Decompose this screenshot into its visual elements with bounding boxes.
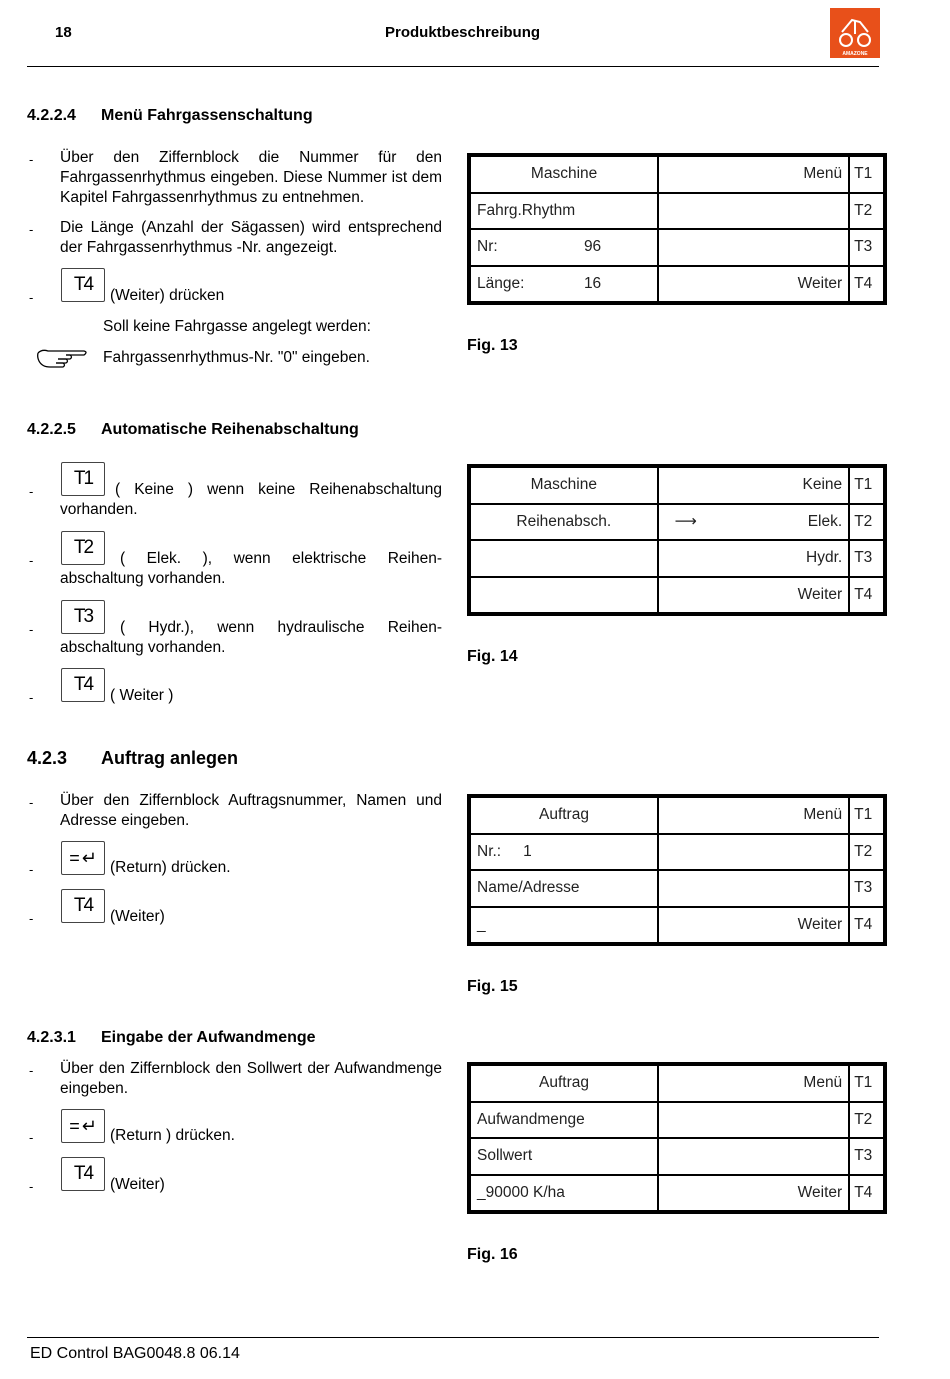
display-row bbox=[471, 194, 883, 229]
arrow-right-icon: ⟶ bbox=[674, 513, 697, 531]
s3-bullet-2: (Return) drücken. bbox=[110, 859, 231, 876]
display-row bbox=[471, 798, 883, 833]
display-label: Nr: bbox=[477, 238, 498, 256]
display-key-label: T3 bbox=[850, 871, 883, 906]
display-row bbox=[471, 835, 883, 870]
key-t4: T4 bbox=[61, 268, 105, 302]
section-heading-4224: 4.2.2.4 Menü Fahrgassenschaltung bbox=[27, 107, 313, 124]
display-cell: Maschine bbox=[471, 157, 657, 192]
s2-bullet-1a: ( Keine ) wenn keine Reihenabschaltung bbox=[115, 481, 442, 498]
figure-caption: Fig. 16 bbox=[467, 1246, 518, 1263]
s3-bullet-1: Über den Ziffernblock Auftragsnummer, Namen und Adresse eingeben. bbox=[60, 792, 442, 829]
section-heading-4225: 4.2.2.5 Automatische Reihenabschaltung bbox=[27, 421, 359, 438]
header-rule bbox=[27, 66, 879, 67]
bullet-dash: - bbox=[29, 622, 34, 637]
amazone-logo bbox=[830, 8, 880, 58]
display-cell bbox=[471, 541, 657, 576]
key-t4: T4 bbox=[61, 668, 105, 702]
key-t2: T2 bbox=[61, 531, 105, 565]
figure-caption: Fig. 13 bbox=[467, 337, 518, 354]
footer-rule bbox=[27, 1337, 879, 1338]
display-cell: Weiter bbox=[659, 578, 849, 613]
page-header-title: Produktbeschreibung bbox=[385, 24, 541, 41]
display-row bbox=[471, 468, 883, 503]
display-value: _90000 K/ha bbox=[471, 1176, 657, 1211]
key-t4: T4 bbox=[61, 1157, 105, 1191]
display-key-label: T1 bbox=[850, 1066, 883, 1101]
display-row bbox=[471, 1176, 883, 1211]
bullet-dash: - bbox=[29, 553, 34, 568]
s4-bullet-1: Über den Ziffernblock den Sollwert der Aufwandmenge eingeben. bbox=[60, 1060, 442, 1097]
figure-caption: Fig. 15 bbox=[467, 978, 518, 995]
s1-note-2: Fahrgassenrhythmus-Nr. "0" eingeben. bbox=[103, 349, 370, 366]
bullet-dash: - bbox=[29, 690, 34, 705]
s4-bullet-2: (Return ) drücken. bbox=[110, 1127, 235, 1144]
s3-bullet-3: (Weiter) bbox=[110, 908, 165, 925]
bullet-dash: - bbox=[29, 290, 34, 305]
display-cell: Keine bbox=[659, 468, 849, 503]
display-key-label: T2 bbox=[850, 1103, 883, 1138]
display-cell: Name/Adresse bbox=[471, 871, 657, 906]
display-row bbox=[471, 1139, 883, 1174]
s2-bullet-1b: vorhanden. bbox=[60, 501, 138, 518]
pointing-hand-icon bbox=[36, 343, 90, 378]
display-cell bbox=[659, 1103, 848, 1138]
section-heading-423: 4.2.3 Auftrag anlegen bbox=[27, 748, 239, 768]
display-key-label: T3 bbox=[850, 1139, 883, 1174]
display-row bbox=[471, 157, 883, 192]
display-cell: Reihenabsch. bbox=[471, 505, 657, 540]
display-cell: Weiter bbox=[659, 1176, 848, 1211]
display-key-label: T1 bbox=[850, 798, 883, 833]
bullet-dash: - bbox=[29, 795, 34, 810]
display-cell: Weiter bbox=[659, 267, 848, 302]
s1-note-1: Soll keine Fahrgasse angelegt werden: bbox=[103, 318, 371, 335]
display-cell: Sollwert bbox=[471, 1139, 657, 1174]
section-heading-4231: 4.2.3.1 Eingabe der Aufwandmenge bbox=[27, 1029, 316, 1046]
display-cell bbox=[659, 1139, 848, 1174]
display-key-label: T4 bbox=[850, 578, 883, 613]
s1-bullet-3: (Weiter) drücken bbox=[110, 287, 225, 304]
display-fig15 bbox=[467, 794, 887, 946]
display-key-label: T4 bbox=[850, 908, 883, 943]
display-key-label: T1 bbox=[850, 157, 883, 192]
display-cell: Fahrg.Rhythm bbox=[471, 194, 657, 229]
display-cell bbox=[659, 835, 848, 870]
display-row bbox=[471, 267, 883, 302]
display-cell bbox=[471, 578, 657, 613]
display-cell: Aufwandmenge bbox=[471, 1103, 657, 1138]
bullet-dash: - bbox=[29, 862, 34, 877]
display-key-label: T1 bbox=[850, 468, 883, 503]
display-label: Länge: bbox=[477, 274, 525, 292]
display-fig13 bbox=[467, 153, 887, 305]
s2-bullet-4: ( Weiter ) bbox=[110, 687, 174, 704]
display-cell: Hydr. bbox=[659, 541, 849, 576]
display-cell: Menü bbox=[659, 798, 848, 833]
bullet-dash: - bbox=[29, 484, 34, 499]
bullet-dash: - bbox=[29, 1063, 34, 1078]
bullet-dash: - bbox=[29, 222, 34, 237]
s1-bullet-2: Die Länge (Anzahl der Sägassen) wird entsprechend der Fahrgassenrhythmus -Nr. angezeigt. bbox=[60, 219, 442, 256]
key-t4: T4 bbox=[61, 889, 105, 923]
svg-text:AMAZONE: AMAZONE bbox=[842, 51, 868, 57]
figure-caption: Fig. 14 bbox=[467, 648, 518, 665]
display-cell bbox=[659, 194, 848, 229]
key-t1: T1 bbox=[61, 462, 105, 496]
display-value: 96 bbox=[583, 238, 602, 256]
return-key-icon: = ↵ bbox=[61, 1109, 105, 1143]
display-key-label: T3 bbox=[850, 230, 883, 265]
display-row bbox=[471, 505, 883, 540]
display-row bbox=[471, 908, 883, 943]
display-cell: Menü bbox=[659, 1066, 848, 1101]
display-cell: Auftrag bbox=[471, 1066, 657, 1101]
bullet-dash: - bbox=[29, 1179, 34, 1194]
bullet-dash: - bbox=[29, 152, 34, 167]
key-t3: T3 bbox=[61, 600, 105, 634]
display-cell: Maschine bbox=[471, 468, 657, 503]
display-key-label: T3 bbox=[850, 541, 883, 576]
display-row bbox=[471, 541, 883, 576]
s1-bullet-1: Über den Ziffernblock die Nummer für den Fahrgassenrhythmus eingeben. Diese Nummer ist dem Kapitel Fahrgassenrhythmus zu entnehmen. bbox=[60, 149, 442, 206]
display-key-label: T2 bbox=[850, 505, 883, 540]
return-key-icon: = ↵ bbox=[61, 841, 105, 875]
display-value: Elek. bbox=[807, 512, 843, 530]
display-fig16 bbox=[467, 1062, 887, 1214]
s2-bullet-3b: abschaltung vorhanden. bbox=[60, 639, 226, 656]
display-row bbox=[471, 1066, 883, 1101]
bullet-dash: - bbox=[29, 911, 34, 926]
display-row bbox=[471, 578, 883, 613]
display-cell: Weiter bbox=[659, 908, 848, 943]
display-value: 16 bbox=[583, 274, 602, 292]
display-fig14 bbox=[467, 464, 887, 616]
display-value: 1 bbox=[523, 842, 532, 860]
display-cell: Menü bbox=[659, 157, 848, 192]
display-cell: Auftrag bbox=[471, 798, 657, 833]
display-key-label: T4 bbox=[850, 1176, 883, 1211]
display-row bbox=[471, 1103, 883, 1138]
display-key-label: T4 bbox=[850, 267, 883, 302]
s2-bullet-2b: abschaltung vorhanden. bbox=[60, 570, 226, 587]
display-cell bbox=[659, 230, 848, 265]
s2-bullet-3a: ( Hydr.), wenn hydraulische Reihen- bbox=[120, 619, 442, 636]
display-cell bbox=[659, 871, 848, 906]
bullet-dash: - bbox=[29, 1130, 34, 1145]
display-row bbox=[471, 871, 883, 906]
display-row bbox=[471, 230, 883, 265]
footer-document-id: ED Control BAG0048.8 06.14 bbox=[30, 1345, 240, 1362]
display-cursor: _ bbox=[471, 908, 657, 943]
display-key-label: T2 bbox=[850, 835, 883, 870]
s2-bullet-2a: ( Elek. ), wenn elektrische Reihen- bbox=[120, 550, 442, 567]
display-key-label: T2 bbox=[850, 194, 883, 229]
s4-bullet-3: (Weiter) bbox=[110, 1176, 165, 1193]
display-label: Nr.: bbox=[477, 842, 502, 860]
page-number: 18 bbox=[55, 24, 72, 41]
